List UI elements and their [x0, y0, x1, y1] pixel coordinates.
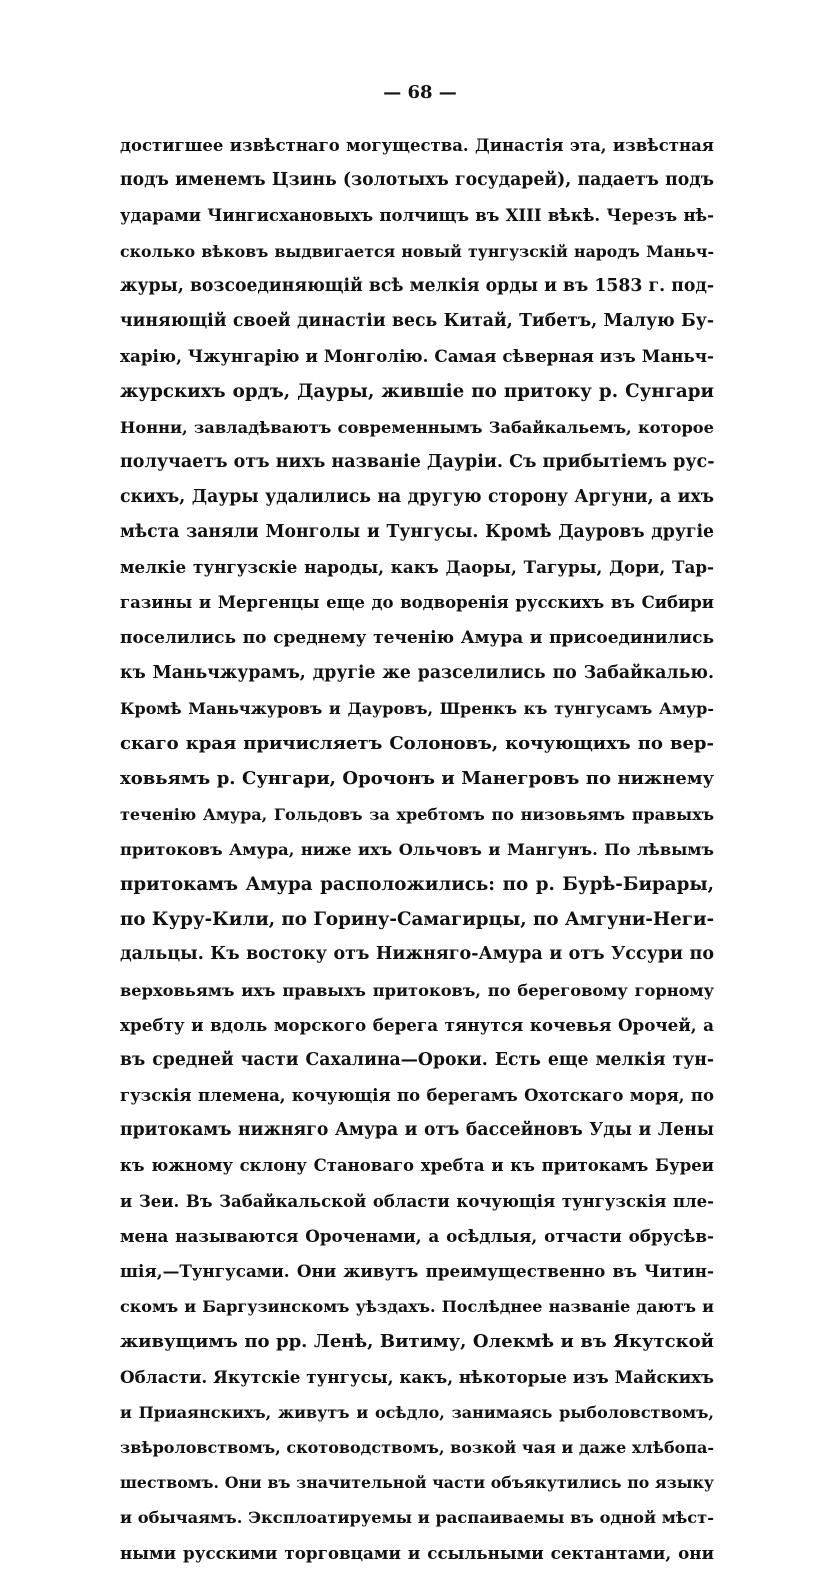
text-line: ховьямъ р. Сунгари, Орочонъ и Манегровъ по нижнему — [120, 768, 714, 790]
text-line: по Куру-Кили, по Горину-Самагирцы, по Амгуни-Неги- — [120, 909, 714, 931]
text-line: ударами Чингисхановыхъ полчищъ въ XIII вѣкѣ. Черезъ нѣ- — [120, 206, 714, 226]
text-line: живущимъ по рр. Ленѣ, Витиму, Олекмѣ и въ Якутской — [120, 1331, 714, 1353]
text-line: достигшее извѣстнаго могущества. Династія эта, извѣстная — [120, 136, 714, 155]
text-line: получаетъ отъ нихъ названіе Дауріи. Съ прибытіемъ рус- — [120, 451, 714, 472]
text-line: журы, возсоединяющій всѣ мелкія орды и въ 1583 г. под- — [120, 275, 714, 296]
text-line: мѣста заняли Монголы и Тунгусы. Кромѣ Дауровъ другіе — [120, 522, 714, 543]
text-line: теченію Амура, Гольдовъ за хребтомъ по низовьямъ правыхъ — [120, 804, 714, 824]
page-number: — 68 — — [383, 82, 457, 103]
text-line: дальцы. Къ востоку отъ Нижняго-Амура и отъ Уссури по — [120, 944, 714, 965]
text-line: притокамъ Амура расположились: по р. Бурѣ-Бирары, — [120, 873, 714, 895]
page-text — [120, 128, 714, 1571]
text-line: къ Маньчжурамъ, другіе же разселились по Забайкалью. — [120, 662, 714, 683]
text-line: харію, Чжунгарію и Монголію. Самая сѣверная изъ Маньч- — [120, 346, 714, 367]
text-line: подъ именемъ Цзинь (золотыхъ государей), падаетъ подъ — [120, 170, 714, 191]
text-line: Области. Якутскіе тунгусы, какъ, нѣкоторые изъ Майскихъ — [120, 1366, 714, 1387]
text-line: гузскія племена, кочующія по берегамъ Охотскаго моря, по — [120, 1086, 714, 1106]
text-line: притокамъ нижняго Амура и отъ бассейновъ Уды и Лены — [120, 1120, 714, 1141]
text-line: скомъ и Баргузинскомъ уѣздахъ. Послѣднее названіе даютъ и — [120, 1297, 714, 1317]
text-line: въ средней части Сахалина—Ороки. Есть еще мелкія тун- — [120, 1049, 714, 1070]
text-line: и Приаянскихъ, живутъ и осѣдло, занимаясь рыболовствомъ, — [120, 1402, 714, 1422]
text-line: мена называются Ороченами, а осѣдлыя, отчасти обрусѣв- — [120, 1225, 714, 1246]
text-line: и обычаямъ. Эксплоатируемы и распаиваемы въ одной мѣст- — [120, 1508, 714, 1528]
text-line: газины и Мергенцы еще до водворенія русскихъ въ Сибири — [120, 593, 714, 613]
text-line: и Зеи. Въ Забайкальской области кочующія тунгузскія пле- — [120, 1191, 714, 1211]
text-line: верховьямъ ихъ правыхъ притоковъ, по береговому горному — [120, 980, 714, 1000]
text-line: чиняющій своей династіи весь Китай, Тибетъ, Малую Бу- — [120, 310, 714, 331]
text-line: звѣроловствомъ, скотоводствомъ, возкой чая и даже хлѣбопа- — [120, 1437, 714, 1457]
text-line: мелкіе тунгузскіе народы, какъ Даоры, Тагуры, Дори, Тар- — [120, 557, 714, 578]
text-line: сколько вѣковъ выдвигается новый тунгузскій народъ Маньч- — [120, 241, 714, 261]
text-line: ными русскими торговцами и ссыльными сектантами, они — [120, 1542, 714, 1563]
text-line: Кромѣ Маньчжуровъ и Дауровъ, Шренкъ къ тунгусамъ Амур- — [120, 699, 714, 718]
text-line: шествомъ. Они въ значительной части объякутились по языку — [120, 1473, 714, 1493]
text-line: къ южному склону Становаго хребта и къ притокамъ Буреи — [120, 1156, 714, 1176]
text-line: притоковъ Амура, ниже ихъ Ольчовъ и Мангунъ. По лѣвымъ — [120, 839, 714, 859]
text-line: Нонни, завладѣваютъ современнымъ Забайкальемъ, которое — [120, 417, 714, 437]
text-line: хребту и вдоль морского берега тянутся кочевья Орочей, а — [120, 1014, 714, 1035]
text-line: скихъ, Дауры удалились на другую сторону Аргуни, а ихъ — [120, 486, 714, 507]
text-line: скаго края причисляетъ Солоновъ, кочующихъ по вер- — [120, 733, 714, 755]
text-line: журскихъ ордъ, Дауры, жившіе по притоку р. Сунгари — [120, 381, 714, 403]
text-line: поселились по среднему теченію Амура и присоединились — [120, 627, 714, 648]
text-line: шія,—Тунгусами. Они живутъ преимущественно въ Читин- — [120, 1261, 714, 1281]
